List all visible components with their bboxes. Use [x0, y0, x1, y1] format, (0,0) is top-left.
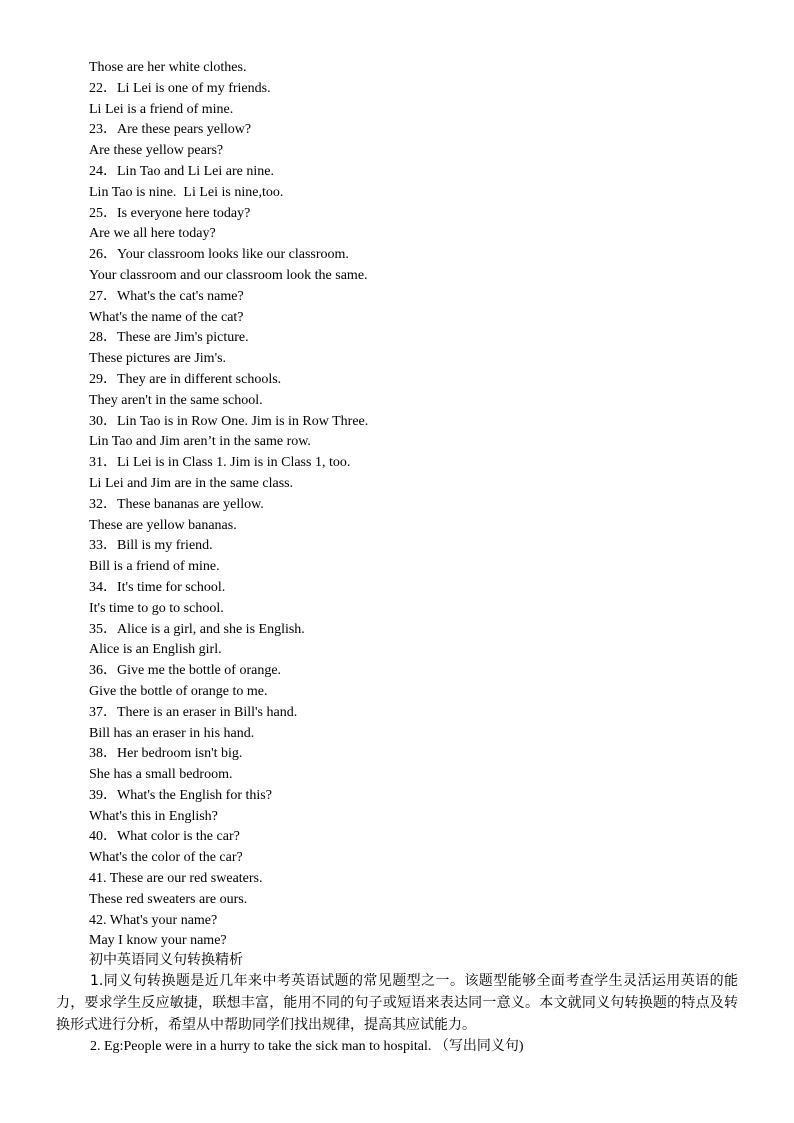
exercise-line: These pictures are Jim's. [89, 351, 227, 367]
exercise-line: Give the bottle of orange to me. [89, 683, 268, 699]
exercise-line: 26．Your classroom looks like our classroom. [89, 247, 349, 263]
exercise-line: 24．Lin Tao and Li Lei are nine. [89, 163, 274, 179]
exercise-line: Lin Tao and Jim aren’t in the same row. [89, 434, 311, 450]
exercise-line: What's the name of the cat? [89, 309, 244, 325]
exercise-line: 35．Alice is a girl, and she is English. [89, 621, 305, 637]
exercise-line: These are yellow bananas. [89, 517, 237, 533]
exercise-line: 25．Is everyone here today? [89, 205, 251, 221]
exercise-line: 27．What's the cat's name? [89, 288, 244, 304]
intro-paragraph: 1.同义句转换题是近几年来中考英语试题的常见题型之一。该题型能够全面考查学生灵活运用英语的能力，要求学生反应敏捷，联想丰富，能用不同的句子或短语来表达同一意义。本文就同义句转换题的特点及转换形式进行分析，希望从中帮助同学们找出规律，提高其应试能力。 [56, 973, 738, 1033]
exercise-line: 28．These are Jim's picture. [89, 330, 249, 346]
exercise-line: 37．There is an eraser in Bill's hand. [89, 704, 298, 720]
synonym-section [56, 950, 746, 1058]
exercise-line: Are we all here today? [89, 226, 216, 242]
exercise-line: 40．What color is the car? [89, 829, 240, 845]
exercise-line: Are these yellow pears? [89, 143, 224, 159]
exercise-line: Alice is an English girl. [89, 642, 222, 658]
exercise-line: 42. What's your name? [89, 912, 218, 928]
exercise-line: Lin Tao is nine. Li Lei is nine,too. [89, 184, 284, 200]
exercise-line: They aren't in the same school. [89, 392, 263, 408]
exercise-line: 31．Li Lei is in Class 1. Jim is in Class 1, too. [89, 455, 351, 471]
example-paragraph: 2. Eg:People were in a hurry to take the sick man to hospital. （写出同义句) [90, 1039, 524, 1054]
exercise-line: Li Lei and Jim are in the same class. [89, 475, 294, 491]
exercise-line: 38．Her bedroom isn't big. [89, 746, 243, 762]
exercise-line: She has a small bedroom. [89, 767, 233, 783]
exercise-line: 22．Li Lei is one of my friends. [89, 80, 271, 96]
exercise-line: Li Lei is a friend of mine. [89, 101, 234, 117]
exercise-line: 36．Give me the bottle of orange. [89, 663, 282, 679]
exercise-line: These red sweaters are ours. [89, 891, 248, 907]
exercise-line: Bill has an eraser in his hand. [89, 725, 255, 741]
exercise-line: 39．What's the English for this? [89, 787, 272, 803]
exercise-line: What's the color of the car? [89, 850, 243, 866]
exercise-lines [89, 58, 749, 952]
exercise-line: Your classroom and our classroom look the same. [89, 267, 368, 283]
exercise-line: It's time to go to school. [89, 600, 224, 616]
exercise-line: 33．Bill is my friend. [89, 538, 213, 554]
exercise-line: Those are her white clothes. [89, 60, 247, 75]
exercise-line: What's this in English? [89, 808, 218, 824]
exercise-line: 41. These are our red sweaters. [89, 871, 263, 887]
section-title: 初中英语同义句转换精析 [89, 952, 243, 968]
exercise-line: 29．They are in different schools. [89, 371, 282, 387]
exercise-line: 23．Are these pears yellow? [89, 122, 252, 138]
exercise-line: 30．Lin Tao is in Row One. Jim is in Row Three. [89, 413, 369, 429]
exercise-line: 34．It's time for school. [89, 579, 226, 595]
exercise-line: 32．These bananas are yellow. [89, 496, 264, 512]
exercise-line: Bill is a friend of mine. [89, 559, 220, 575]
exercise-line: May I know your name? [89, 933, 227, 949]
